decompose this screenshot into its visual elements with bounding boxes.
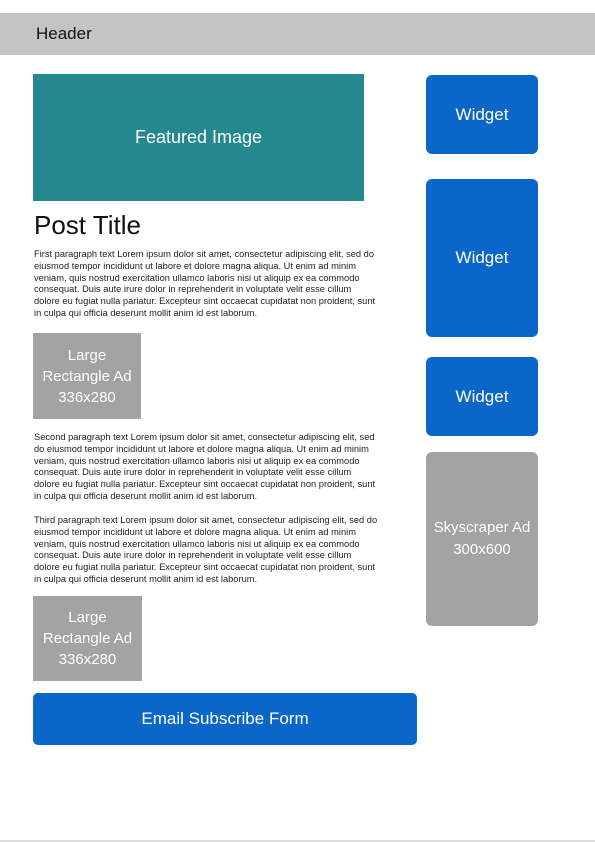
skyscraper-label: Skyscraper Ad bbox=[433, 519, 531, 536]
header-bar bbox=[0, 13, 595, 55]
sidebar-widget-3[interactable] bbox=[426, 357, 538, 436]
ad-size-label: 336x280 bbox=[58, 388, 116, 406]
widget-label: Widget bbox=[455, 386, 509, 406]
sidebar-widget-2[interactable] bbox=[426, 179, 538, 337]
skyscraper-ad bbox=[426, 452, 538, 626]
post-title: Post Title bbox=[34, 210, 141, 240]
large-rectangle-ad-1 bbox=[33, 333, 141, 419]
header-label: Header bbox=[36, 24, 92, 43]
post-paragraph-2: Second paragraph text Lorem ipsum dolor sit amet, consectetur adipiscing elit, sed do eiusmod tempor incididunt ut labore et dolore magna aliqua. Ut enim ad minim veniam, quis nostrud exercitation ullamco laboris nisi ut aliquip ex ea commodo consequat. Duis aute irure dolor in reprehenderit in voluptate velit esse cillum dolore eu fugiat nulla pariatur. Excepteur sint occaecat cupidatat non proident, sunt in culpa qui officia deserunt mollit anim id est laborum. bbox=[34, 432, 376, 501]
ad-label-line2: Rectangle Ad bbox=[42, 630, 133, 647]
ad-size-label: 336x280 bbox=[58, 651, 117, 668]
featured-image-label: Featured Image bbox=[134, 127, 263, 147]
ad-label-line1: Large bbox=[68, 609, 107, 626]
sidebar-widget-1[interactable] bbox=[426, 75, 538, 154]
ad-label-line1: Large bbox=[67, 346, 107, 364]
subscribe-label: Email Subscribe Form bbox=[141, 709, 309, 728]
email-subscribe-form[interactable] bbox=[33, 693, 417, 745]
skyscraper-size-label: 300x600 bbox=[453, 541, 511, 558]
post-paragraph-1: First paragraph text Lorem ipsum dolor sit amet, consectetur adipiscing elit, sed do eiusmod tempor incididunt ut labore et dolore magna aliqua. Ut enim ad minim veniam, quis nostrud exercitation ullamco laboris nisi ut aliquip ex ea commodo consequat. Duis aute irure dolor in reprehenderit in voluptate velit esse cillum dolore eu fugiat nulla pariatur. Excepteur sint occaecat cupidatat non proident, sunt in culpa qui officia deserunt mollit anim id est laborum. bbox=[34, 249, 376, 318]
featured-image bbox=[33, 74, 364, 201]
ad-label-line2: Rectangle Ad bbox=[42, 367, 132, 385]
widget-label: Widget bbox=[455, 248, 509, 267]
large-rectangle-ad-2 bbox=[33, 596, 142, 681]
widget-label: Widget bbox=[455, 104, 509, 124]
post-paragraph-3: Third paragraph text Lorem ipsum dolor sit amet, consectetur adipiscing elit, sed do eiusmod tempor incididunt ut labore et dolore magna aliqua. Ut enim ad minim veniam, quis nostrud exercitation ullamco laboris nisi ut aliquip ex ea commodo consequat. Duis aute irure dolor in reprehenderit in voluptate velit esse cillum dolore eu fugiat nulla pariatur. Excepteur sint occaecat cupidatat non proident, sunt in culpa qui officia deserunt mollit anim id est laborum. bbox=[34, 515, 378, 584]
